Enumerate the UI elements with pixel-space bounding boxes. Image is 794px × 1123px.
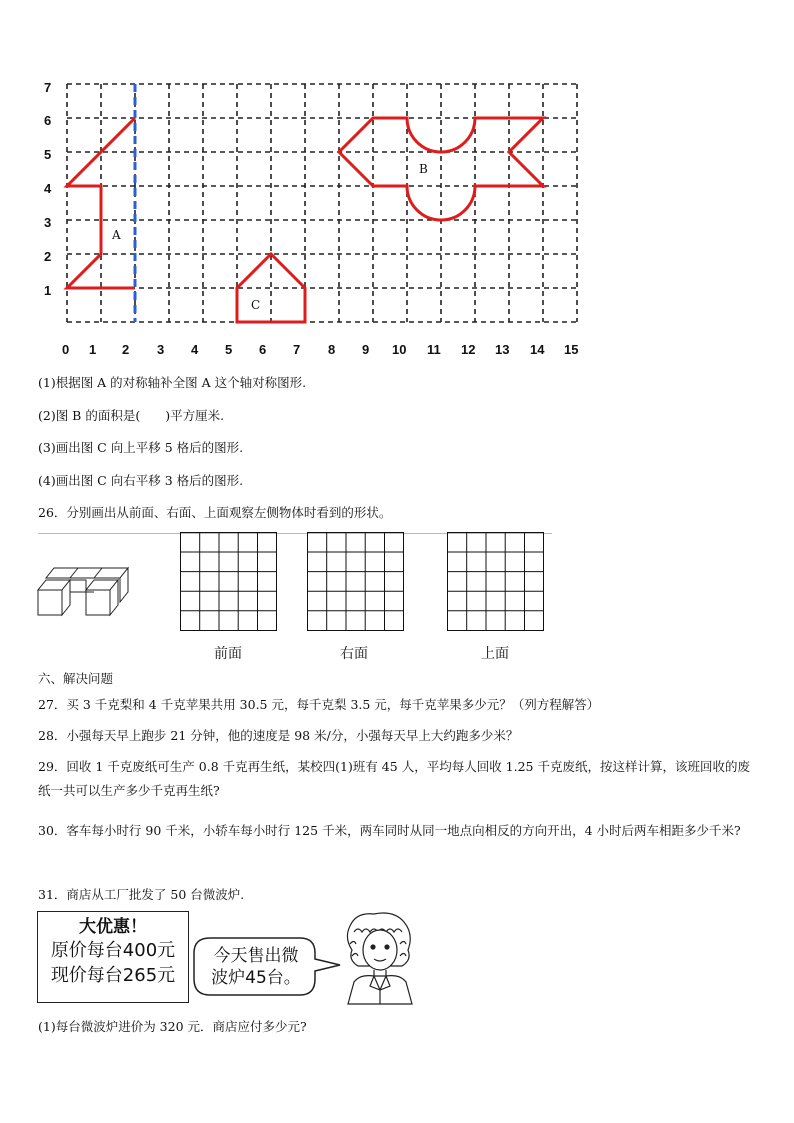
shape-a [67, 118, 135, 288]
y-label-5: 5 [44, 147, 52, 162]
q26-text: 26．分别画出从前面、右面、上面观察左侧物体时看到的形状。 [38, 505, 392, 520]
x-label-10: 10 [392, 342, 407, 357]
shape-c-label: C [251, 298, 261, 312]
clerk-person-icon [340, 910, 420, 1006]
q25-sub4: (4)画出图 C 向右平移 3 格后的图形. [38, 473, 244, 488]
front-view-grid[interactable] [180, 532, 278, 632]
q27: 27．买 3 千克梨和 4 千克苹果共用 30.5 元，每千克梨 3.5 元，每千克苹果多少元？（列方程解答） [38, 697, 600, 712]
x-label-9: 9 [362, 342, 370, 357]
right-view-grid[interactable] [307, 532, 405, 632]
shape-a-label: A [112, 228, 121, 242]
x-label-4: 4 [191, 342, 199, 357]
x-label-1: 1 [89, 342, 97, 357]
promo-title: 大优惠！ [79, 917, 147, 937]
promo-original-price: 原价每台400元 [50, 940, 176, 961]
x-label-11: 11 [427, 342, 441, 357]
x-label-12: 12 [461, 342, 476, 357]
q25-sub3: (3)画出图 C 向上平移 5 格后的图形. [38, 440, 244, 455]
top-view-grid[interactable] [447, 532, 545, 632]
bubble-line-1: 今天售出微 [213, 946, 299, 966]
y-label-3: 3 [44, 215, 52, 230]
q25-sub1: (1)根据图 A 的对称轴补全图 A 这个轴对称图形. [38, 375, 307, 390]
q28: 28．小强每天早上跑步 21 分钟，他的速度是 98 米/分，小强每天早上大约跑多少米？ [38, 728, 519, 743]
section-title: 六、解决问题 [38, 671, 114, 686]
x-label-5: 5 [225, 342, 233, 357]
q31-sub1: (1)每台微波炉进价为 320 元．商店应付多少元? [38, 1019, 307, 1034]
x-label-13: 13 [495, 342, 510, 357]
x-label-0: 0 [62, 342, 70, 357]
bubble-text [206, 945, 306, 989]
x-label-15: 15 [564, 342, 579, 357]
x-label-2: 2 [122, 342, 130, 357]
y-label-1: 1 [44, 283, 52, 298]
x-label-8: 8 [328, 342, 336, 357]
q30: 30．客车每小时行 90 千米，小轿车每小时行 125 千米，两车同时从同一地点向相反的方向开出，4 小时后两车相距多少千米? [38, 823, 741, 838]
y-label-2: 2 [44, 249, 52, 264]
q25-sub2: (2)图 B 的面积是( )平方厘米. [38, 408, 225, 423]
x-label-7: 7 [293, 342, 301, 357]
y-label-7: 7 [44, 80, 52, 95]
x-label-6: 6 [259, 342, 267, 357]
promo-sign [37, 911, 189, 1003]
x-label-14: 14 [530, 342, 545, 357]
front-view-label: 前面 [214, 646, 242, 662]
right-view-label: 右面 [340, 646, 368, 662]
grid-lines [67, 84, 577, 322]
coordinate-grid-figure [0, 0, 794, 370]
bubble-line-2: 波炉45台。 [211, 968, 301, 988]
cube-object-figure [34, 565, 134, 625]
y-label-6: 6 [44, 113, 52, 128]
y-label-4: 4 [44, 181, 52, 196]
q29: 29．回收 1 千克废纸可生产 0.8 千克再生纸，某校四(1)班有 45 人，平均每人回收 1.25 千克废纸，按这样计算，该班回收的废纸一共可以生产多少千克再生纸? [38, 759, 750, 798]
q31: 31．商店从工厂批发了 50 台微波炉. [38, 887, 245, 902]
promo-current-price: 现价每台265元 [50, 965, 176, 986]
top-view-label: 上面 [481, 646, 509, 662]
shape-b-label: B [419, 162, 428, 176]
x-label-3: 3 [157, 342, 165, 357]
